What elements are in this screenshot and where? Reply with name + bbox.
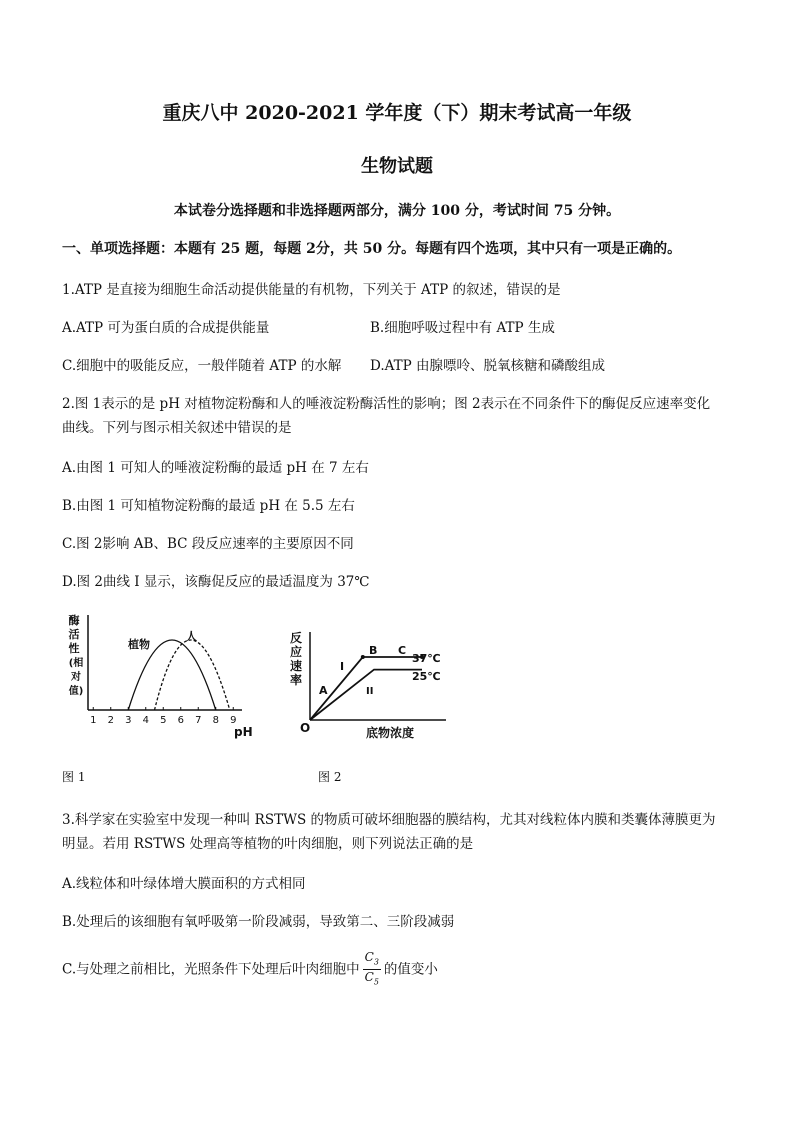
figure-2-chart [286,628,456,748]
fig1-tick-label: 7 [195,715,202,726]
figure-1-chart [62,610,262,740]
fig1-ylabel-4: 对 [71,672,81,683]
exam-note: 本试卷分选择题和非选择题两部分，满分 100 分，考试时间 75 分钟。 [173,203,621,219]
fig1-tick-label: 8 [212,715,219,726]
fig2-label-25c: 25℃ [412,670,441,683]
q3-option-c-post: 的值变小 [383,961,438,978]
q3-stem-line2: 明显。若用 RSTWS 处理高等植物的叶肉细胞，则下列说法正确的是 [62,836,474,852]
paper-title: 重庆八中 2020-2021 学年度（下）期末考试高一年级 [162,102,632,124]
q1-stem: 1.ATP 是直接为细胞生命活动提供能量的有机物，下列关于 ATP 的叙述，错误的是 [62,282,561,298]
q1-option-b: B.细胞呼吸过程中有 ATP 生成 [370,320,555,336]
fig2-label-37c: 37℃ [412,652,441,665]
fig1-human-label: 人 [186,630,197,643]
fig1-tick-label: 4 [142,715,149,726]
fig1-tick-label: 6 [177,715,184,726]
numerator-subscript: 3 [373,957,379,967]
q2-option-b: B.由图 1 可知植物淀粉酶的最适 pH 在 5.5 左右 [62,498,355,514]
fig1-human-curve [155,640,230,710]
fig2-ylabel-2: 速 [289,659,303,673]
fig2-label-c: C [398,644,407,657]
fig1-tick-label: 3 [125,715,132,726]
figure-1-caption: 图 1 [62,770,86,784]
q3-option-c [62,950,438,990]
fig1-ylabel-1: 活 [68,628,80,641]
fig1-ylabel-2: 性 [68,642,80,655]
fig1-ylabel-5: 值) [68,686,84,697]
denominator-subscript: 5 [373,977,379,987]
q3-option-b: B.处理后的该细胞有氧呼吸第一阶段减弱，导致第二、三阶段减弱 [62,914,455,930]
paper-subtitle: 生物试题 [361,156,433,177]
c3-c5-fraction [363,950,381,990]
fig2-ylabel-1: 应 [289,645,303,659]
fig1-ylabel-0: 酶 [68,614,80,627]
fig1-xlabel: pH [234,725,253,739]
fig1-plant-label: 植物 [128,638,150,651]
q1-option-c: C.细胞中的吸能反应，一般伴随着 ATP 的水解 [62,358,342,374]
fraction-denominator [363,970,381,989]
denominator-letter: C [364,970,374,985]
numerator-letter: C [364,950,374,964]
fig2-label-a: A [319,684,328,697]
fig2-label-curve-i: I [340,660,345,673]
q1-option-a: A.ATP 可为蛋白质的合成提供能量 [62,320,270,336]
q2-stem-line1: 2.图 1表示的是 pH 对植物淀粉酶和人的唾液淀粉酶活性的影响；图 2表示在不同条件下的酶促反应速率变化 [62,396,711,412]
fig2-xlabel: 底物浓度 [366,726,415,740]
fig1-tick-label: 9 [230,715,237,726]
fig2-label-b: B [369,644,378,657]
q3-option-a: A.线粒体和叶绿体增大膜面积的方式相同 [62,876,306,892]
fig2-origin: O [300,721,311,735]
fig2-point-b [361,655,365,659]
fig1-ylabel [68,613,84,697]
q1-option-d: D.ATP 由腺嘌呤、脱氧核糖和磷酸组成 [370,358,606,374]
fig1-tick-label: 2 [107,715,114,726]
fig2-ylabel-0: 反 [289,631,303,645]
fig1-tick-label: 1 [90,715,97,726]
q2-option-c: C.图 2影响 AB、BC 段反应速率的主要原因不同 [62,536,354,552]
fig1-ylabel-3: (相 [68,658,84,669]
q2-option-d: D.图 2曲线 I 显示，该酶促反应的最适温度为 37℃ [62,574,370,590]
q2-option-a: A.由图 1 可知人的唾液淀粉酶的最适 pH 在 7 左右 [62,460,369,476]
q3-option-c-pre: C.与处理之前相比，光照条件下处理后叶肉细胞中 [62,961,360,978]
q2-stem-line2: 曲线。下列与图示相关叙述中错误的是 [62,420,292,436]
q3-stem-line1: 3.科学家在实验室中发现一种叫 RSTWS 的物质可破坏细胞器的膜结构，尤其对线粒体内膜和类囊体薄膜更为 [62,812,716,828]
fig2-ylabel-3: 率 [289,673,303,687]
section-heading: 一、单项选择题：本题有 25 题，每题 2分，共 50 分。每题有四个选项，其中只有一项是正确的。 [62,241,682,257]
figure-2-caption: 图 2 [318,770,342,784]
fraction-numerator [363,950,381,970]
fig2-label-curve-ii: II [366,686,374,697]
fig2-ylabel [290,630,302,687]
fig1-tick-label: 5 [160,715,167,726]
